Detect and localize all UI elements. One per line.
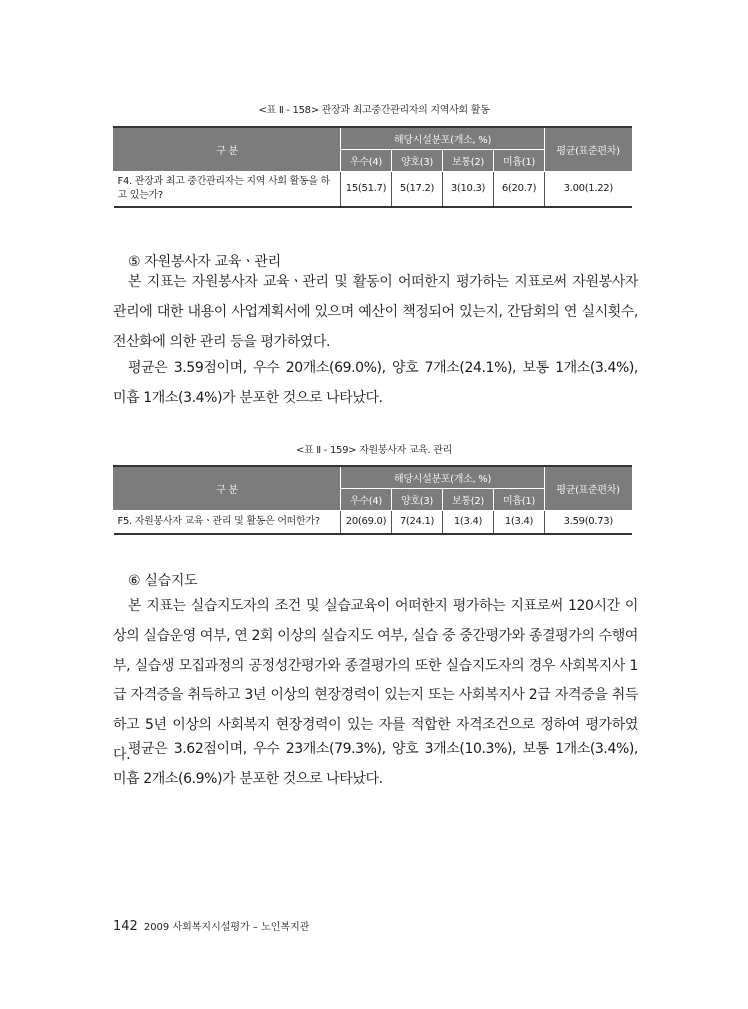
cell-value: 15(51.7) [341,171,392,207]
cell-value: 1(3.4) [443,510,494,534]
header-level: 양호(3) [392,149,443,171]
table-caption: <표 Ⅱ - 159> 자원봉사자 교육. 관리 [295,445,453,456]
body-paragraph [113,735,638,795]
header-average: 평균(표준편차) [545,466,632,510]
cell-value: 3(10.3) [443,171,494,207]
page-number: 142 [113,919,138,934]
header-category: 구 분 [114,127,341,171]
header-level: 미흡(1) [494,488,545,510]
section-heading: ⑤ 자원봉사자 교육ㆍ관리 [128,254,281,270]
body-paragraph [113,354,638,414]
table-row [114,510,632,534]
paragraph-text: 평균은 3.59점이며, 우수 20개소(69.0%), 양호 7개소(24.1%), 보통 1개소(3.4%), 미흡 1개소(3.4%)가 분포한 것으로 나타났다. [113,360,638,406]
data-table [113,126,632,208]
row-item: F4. 관장과 최고 중간관리자는 지역 사회 활동을 하고 있는가? [114,171,341,207]
cell-value: 5(17.2) [392,171,443,207]
header-level: 우수(4) [341,149,392,171]
cell-average: 3.00(1.22) [545,171,632,207]
page-footer [113,918,309,934]
header-level: 보통(2) [443,488,494,510]
data-table [113,465,632,535]
header-level: 미흡(1) [494,149,545,171]
body-paragraph [113,268,638,357]
paragraph-text: 본 지표는 자원봉사자 교육ㆍ관리 및 활동이 어떠한지 평가하는 지표로써 자원봉사자 관리에 대한 내용이 사업계획서에 있으며 예산이 책정되어 있는지, 간담회의 연 실시횟수, 전산화에 의한 관리 등을 평가하였다. [113,274,638,350]
paragraph-text: 평균은 3.62점이며, 우수 23개소(79.3%), 양호 3개소(10.3%), 보통 1개소(3.4%), 미흡 2개소(6.9%)가 분포한 것으로 나타났다. [113,741,638,787]
header-distribution: 해당시설분포(개소, %) [341,466,545,488]
cell-value: 1(3.4) [494,510,545,534]
header-level: 우수(4) [341,488,392,510]
header-level: 양호(3) [392,488,443,510]
cell-value: 6(20.7) [494,171,545,207]
cell-average: 3.59(0.73) [545,510,632,534]
cell-value: 20(69.0) [341,510,392,534]
header-average: 평균(표준편차) [545,127,632,171]
header-level: 보통(2) [443,149,494,171]
footer-title: 2009 사회복지시설평가 – 노인복지관 [143,922,310,933]
table-row [114,171,632,207]
header-distribution: 해당시설분포(개소, %) [341,127,545,149]
cell-value: 7(24.1) [392,510,443,534]
paragraph-text: 본 지표는 실습지도자의 조건 및 실습교육이 어떠한지 평가하는 지표로써 120시간 이상의 실습운영 여부, 연 2회 이상의 실습지도 여부, 실습 중 중간평가와 종결평가의 수행여부, 실습생 모집과정의 공정성간평가와 종결평가의 또한 실습지도자의 경우 사회복지사 1급 자격증을 취득하고 3년 이상의 현장경력이 있는지 또는 사회복지사 2급 자격증을 취득하고 5년 이상의 사회복지 현장경력이 있는 자를 적합한 자격조건으로 정하여 평가하였다. [113,598,638,763]
table-caption: <표 Ⅱ - 158> 관장과 최고중간관리자의 지역사회 활동 [258,105,490,116]
header-category: 구 분 [114,466,341,510]
row-item: F5. 자원봉사자 교육ㆍ관리 및 활동은 어떠한가? [114,510,341,534]
section-heading: ⑥ 실습지도 [128,573,198,589]
